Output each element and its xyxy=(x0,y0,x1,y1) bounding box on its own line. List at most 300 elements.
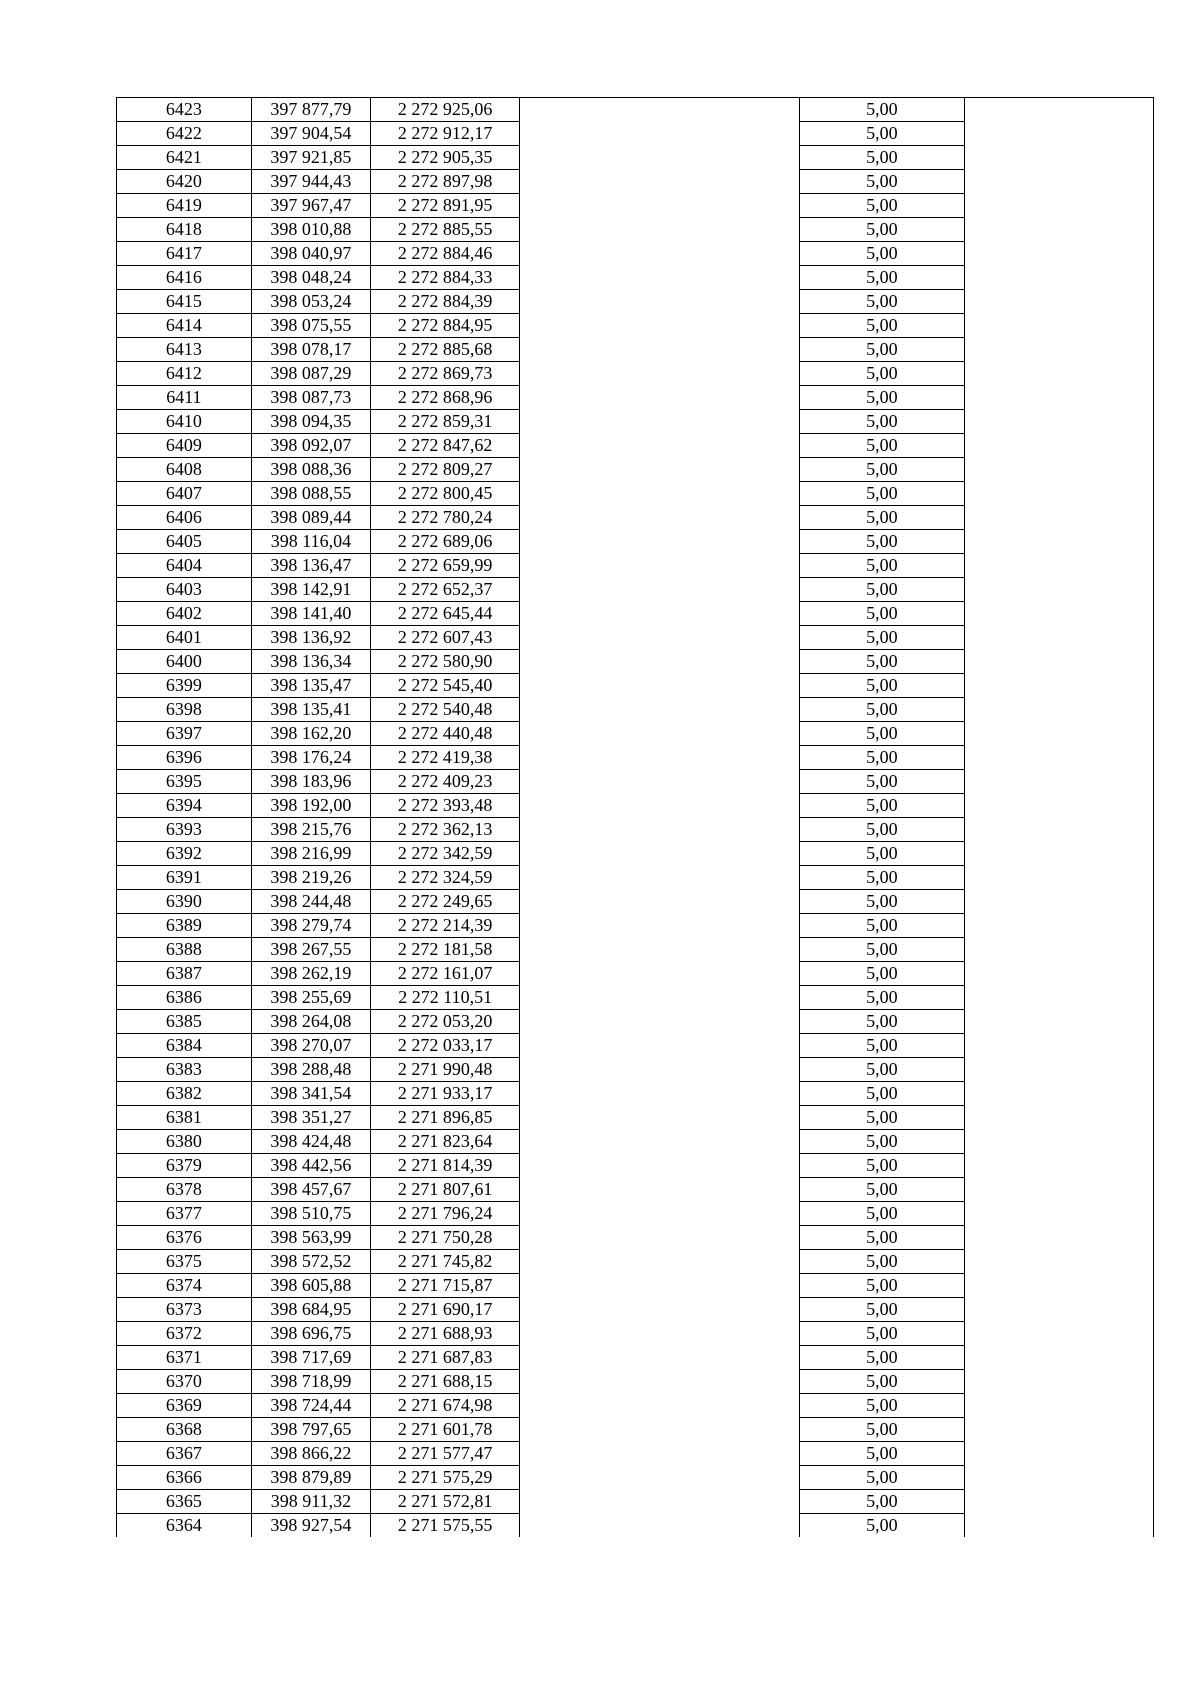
value-cell: 5,00 xyxy=(800,122,965,146)
value-cell: 5,00 xyxy=(800,1202,965,1226)
table-row xyxy=(117,1298,1154,1322)
empty-cell xyxy=(520,578,800,602)
value-cell: 5,00 xyxy=(800,1394,965,1418)
empty-cell xyxy=(964,794,1153,818)
table-row xyxy=(117,794,1154,818)
empty-cell xyxy=(520,1130,800,1154)
value-cell: 5,00 xyxy=(800,722,965,746)
empty-cell xyxy=(520,482,800,506)
empty-cell xyxy=(964,1010,1153,1034)
empty-cell xyxy=(964,1154,1153,1178)
x-coordinate-cell: 398 053,24 xyxy=(251,290,370,314)
y-coordinate-cell: 2 271 575,55 xyxy=(371,1514,520,1538)
empty-cell xyxy=(964,1466,1153,1490)
y-coordinate-cell: 2 272 324,59 xyxy=(371,866,520,890)
y-coordinate-cell: 2 272 110,51 xyxy=(371,986,520,1010)
x-coordinate-cell: 398 605,88 xyxy=(251,1274,370,1298)
empty-cell xyxy=(520,1514,800,1538)
table-row xyxy=(117,530,1154,554)
empty-cell xyxy=(520,914,800,938)
table-row xyxy=(117,266,1154,290)
x-coordinate-cell: 398 075,55 xyxy=(251,314,370,338)
table-row xyxy=(117,194,1154,218)
y-coordinate-cell: 2 271 688,93 xyxy=(371,1322,520,1346)
value-cell: 5,00 xyxy=(800,1274,965,1298)
point-number-cell: 6393 xyxy=(117,818,252,842)
value-cell: 5,00 xyxy=(800,290,965,314)
table-row xyxy=(117,1154,1154,1178)
empty-cell xyxy=(520,938,800,962)
y-coordinate-cell: 2 272 181,58 xyxy=(371,938,520,962)
empty-cell xyxy=(964,1034,1153,1058)
empty-cell xyxy=(520,1178,800,1202)
empty-cell xyxy=(520,1202,800,1226)
y-coordinate-cell: 2 272 884,46 xyxy=(371,242,520,266)
value-cell: 5,00 xyxy=(800,986,965,1010)
empty-cell xyxy=(520,1226,800,1250)
table-row xyxy=(117,314,1154,338)
table-row xyxy=(117,986,1154,1010)
point-number-cell: 6380 xyxy=(117,1130,252,1154)
empty-cell xyxy=(964,410,1153,434)
table-row xyxy=(117,866,1154,890)
y-coordinate-cell: 2 271 577,47 xyxy=(371,1442,520,1466)
table-row xyxy=(117,1178,1154,1202)
value-cell: 5,00 xyxy=(800,914,965,938)
y-coordinate-cell: 2 272 884,33 xyxy=(371,266,520,290)
point-number-cell: 6389 xyxy=(117,914,252,938)
point-number-cell: 6404 xyxy=(117,554,252,578)
table-row xyxy=(117,554,1154,578)
x-coordinate-cell: 398 442,56 xyxy=(251,1154,370,1178)
point-number-cell: 6375 xyxy=(117,1250,252,1274)
empty-cell xyxy=(964,674,1153,698)
x-coordinate-cell: 397 944,43 xyxy=(251,170,370,194)
empty-cell xyxy=(964,842,1153,866)
empty-cell xyxy=(964,98,1153,122)
x-coordinate-cell: 398 572,52 xyxy=(251,1250,370,1274)
empty-cell xyxy=(520,746,800,770)
table-body xyxy=(117,98,1154,1538)
point-number-cell: 6376 xyxy=(117,1226,252,1250)
x-coordinate-cell: 398 010,88 xyxy=(251,218,370,242)
point-number-cell: 6422 xyxy=(117,122,252,146)
table-row xyxy=(117,98,1154,122)
point-number-cell: 6420 xyxy=(117,170,252,194)
x-coordinate-cell: 398 088,36 xyxy=(251,458,370,482)
value-cell: 5,00 xyxy=(800,458,965,482)
table-row xyxy=(117,1394,1154,1418)
y-coordinate-cell: 2 271 688,15 xyxy=(371,1370,520,1394)
empty-cell xyxy=(964,1130,1153,1154)
x-coordinate-cell: 398 162,20 xyxy=(251,722,370,746)
y-coordinate-cell: 2 272 580,90 xyxy=(371,650,520,674)
empty-cell xyxy=(520,890,800,914)
table-row xyxy=(117,1082,1154,1106)
table-row xyxy=(117,962,1154,986)
empty-cell xyxy=(520,1394,800,1418)
value-cell: 5,00 xyxy=(800,98,965,122)
empty-cell xyxy=(520,194,800,218)
value-cell: 5,00 xyxy=(800,1226,965,1250)
x-coordinate-cell: 398 136,34 xyxy=(251,650,370,674)
y-coordinate-cell: 2 272 161,07 xyxy=(371,962,520,986)
point-number-cell: 6399 xyxy=(117,674,252,698)
empty-cell xyxy=(964,914,1153,938)
value-cell: 5,00 xyxy=(800,530,965,554)
x-coordinate-cell: 398 264,08 xyxy=(251,1010,370,1034)
empty-cell xyxy=(520,1490,800,1514)
empty-cell xyxy=(964,1250,1153,1274)
x-coordinate-cell: 398 424,48 xyxy=(251,1130,370,1154)
point-number-cell: 6401 xyxy=(117,626,252,650)
value-cell: 5,00 xyxy=(800,578,965,602)
empty-cell xyxy=(520,410,800,434)
table-row xyxy=(117,434,1154,458)
empty-cell xyxy=(520,1346,800,1370)
point-number-cell: 6410 xyxy=(117,410,252,434)
empty-cell xyxy=(964,458,1153,482)
empty-cell xyxy=(964,482,1153,506)
table-row xyxy=(117,1106,1154,1130)
value-cell: 5,00 xyxy=(800,1466,965,1490)
point-number-cell: 6413 xyxy=(117,338,252,362)
value-cell: 5,00 xyxy=(800,1298,965,1322)
y-coordinate-cell: 2 271 896,85 xyxy=(371,1106,520,1130)
x-coordinate-cell: 398 684,95 xyxy=(251,1298,370,1322)
empty-cell xyxy=(520,1274,800,1298)
table-row xyxy=(117,818,1154,842)
empty-cell xyxy=(520,1106,800,1130)
x-coordinate-cell: 398 116,04 xyxy=(251,530,370,554)
point-number-cell: 6382 xyxy=(117,1082,252,1106)
y-coordinate-cell: 2 272 859,31 xyxy=(371,410,520,434)
y-coordinate-cell: 2 272 912,17 xyxy=(371,122,520,146)
empty-cell xyxy=(520,386,800,410)
value-cell: 5,00 xyxy=(800,170,965,194)
table-row xyxy=(117,482,1154,506)
table-row xyxy=(117,1466,1154,1490)
point-number-cell: 6421 xyxy=(117,146,252,170)
empty-cell xyxy=(964,1082,1153,1106)
empty-cell xyxy=(520,794,800,818)
point-number-cell: 6368 xyxy=(117,1418,252,1442)
point-number-cell: 6369 xyxy=(117,1394,252,1418)
empty-cell xyxy=(520,1466,800,1490)
point-number-cell: 6416 xyxy=(117,266,252,290)
table-row xyxy=(117,698,1154,722)
empty-cell xyxy=(964,1298,1153,1322)
y-coordinate-cell: 2 271 807,61 xyxy=(371,1178,520,1202)
point-number-cell: 6385 xyxy=(117,1010,252,1034)
empty-cell xyxy=(964,1274,1153,1298)
table-row xyxy=(117,146,1154,170)
value-cell: 5,00 xyxy=(800,506,965,530)
x-coordinate-cell: 397 921,85 xyxy=(251,146,370,170)
value-cell: 5,00 xyxy=(800,338,965,362)
empty-cell xyxy=(520,506,800,530)
empty-cell xyxy=(964,218,1153,242)
value-cell: 5,00 xyxy=(800,242,965,266)
table-row xyxy=(117,842,1154,866)
y-coordinate-cell: 2 272 897,98 xyxy=(371,170,520,194)
empty-cell xyxy=(964,338,1153,362)
x-coordinate-cell: 398 040,97 xyxy=(251,242,370,266)
empty-cell xyxy=(520,1010,800,1034)
table-row xyxy=(117,218,1154,242)
point-number-cell: 6406 xyxy=(117,506,252,530)
table-row xyxy=(117,338,1154,362)
x-coordinate-cell: 398 457,67 xyxy=(251,1178,370,1202)
point-number-cell: 6378 xyxy=(117,1178,252,1202)
value-cell: 5,00 xyxy=(800,314,965,338)
y-coordinate-cell: 2 271 933,17 xyxy=(371,1082,520,1106)
value-cell: 5,00 xyxy=(800,362,965,386)
empty-cell xyxy=(520,170,800,194)
table-row xyxy=(117,1346,1154,1370)
empty-cell xyxy=(520,530,800,554)
y-coordinate-cell: 2 272 393,48 xyxy=(371,794,520,818)
y-coordinate-cell: 2 271 575,29 xyxy=(371,1466,520,1490)
table-row xyxy=(117,890,1154,914)
value-cell: 5,00 xyxy=(800,1034,965,1058)
point-number-cell: 6405 xyxy=(117,530,252,554)
y-coordinate-cell: 2 272 249,65 xyxy=(371,890,520,914)
point-number-cell: 6370 xyxy=(117,1370,252,1394)
y-coordinate-cell: 2 272 780,24 xyxy=(371,506,520,530)
point-number-cell: 6400 xyxy=(117,650,252,674)
coordinates-table xyxy=(116,97,1154,1537)
empty-cell xyxy=(520,458,800,482)
value-cell: 5,00 xyxy=(800,1370,965,1394)
empty-cell xyxy=(964,1106,1153,1130)
point-number-cell: 6418 xyxy=(117,218,252,242)
x-coordinate-cell: 398 136,92 xyxy=(251,626,370,650)
value-cell: 5,00 xyxy=(800,1250,965,1274)
point-number-cell: 6373 xyxy=(117,1298,252,1322)
y-coordinate-cell: 2 271 745,82 xyxy=(371,1250,520,1274)
x-coordinate-cell: 398 135,47 xyxy=(251,674,370,698)
point-number-cell: 6371 xyxy=(117,1346,252,1370)
empty-cell xyxy=(520,818,800,842)
table-row xyxy=(117,770,1154,794)
x-coordinate-cell: 398 087,73 xyxy=(251,386,370,410)
empty-cell xyxy=(964,1202,1153,1226)
empty-cell xyxy=(964,770,1153,794)
x-coordinate-cell: 398 911,32 xyxy=(251,1490,370,1514)
value-cell: 5,00 xyxy=(800,1178,965,1202)
x-coordinate-cell: 398 216,99 xyxy=(251,842,370,866)
value-cell: 5,00 xyxy=(800,962,965,986)
value-cell: 5,00 xyxy=(800,626,965,650)
y-coordinate-cell: 2 272 809,27 xyxy=(371,458,520,482)
point-number-cell: 6395 xyxy=(117,770,252,794)
empty-cell xyxy=(964,506,1153,530)
point-number-cell: 6384 xyxy=(117,1034,252,1058)
x-coordinate-cell: 398 092,07 xyxy=(251,434,370,458)
empty-cell xyxy=(964,266,1153,290)
x-coordinate-cell: 398 696,75 xyxy=(251,1322,370,1346)
empty-cell xyxy=(964,1418,1153,1442)
empty-cell xyxy=(964,194,1153,218)
table-row xyxy=(117,1418,1154,1442)
value-cell: 5,00 xyxy=(800,1322,965,1346)
y-coordinate-cell: 2 272 659,99 xyxy=(371,554,520,578)
x-coordinate-cell: 398 255,69 xyxy=(251,986,370,1010)
empty-cell xyxy=(520,338,800,362)
y-coordinate-cell: 2 272 800,45 xyxy=(371,482,520,506)
empty-cell xyxy=(964,818,1153,842)
value-cell: 5,00 xyxy=(800,842,965,866)
y-coordinate-cell: 2 271 674,98 xyxy=(371,1394,520,1418)
point-number-cell: 6377 xyxy=(117,1202,252,1226)
empty-cell xyxy=(520,362,800,386)
table-row xyxy=(117,1370,1154,1394)
value-cell: 5,00 xyxy=(800,1154,965,1178)
empty-cell xyxy=(964,170,1153,194)
value-cell: 5,00 xyxy=(800,890,965,914)
table-row xyxy=(117,386,1154,410)
x-coordinate-cell: 397 904,54 xyxy=(251,122,370,146)
value-cell: 5,00 xyxy=(800,410,965,434)
table-row xyxy=(117,410,1154,434)
empty-cell xyxy=(964,1346,1153,1370)
y-coordinate-cell: 2 272 033,17 xyxy=(371,1034,520,1058)
point-number-cell: 6391 xyxy=(117,866,252,890)
x-coordinate-cell: 398 078,17 xyxy=(251,338,370,362)
table-row xyxy=(117,1010,1154,1034)
table-row xyxy=(117,242,1154,266)
x-coordinate-cell: 398 797,65 xyxy=(251,1418,370,1442)
value-cell: 5,00 xyxy=(800,818,965,842)
x-coordinate-cell: 398 089,44 xyxy=(251,506,370,530)
table-row xyxy=(117,506,1154,530)
y-coordinate-cell: 2 272 925,06 xyxy=(371,98,520,122)
value-cell: 5,00 xyxy=(800,794,965,818)
table-row xyxy=(117,1130,1154,1154)
empty-cell xyxy=(964,554,1153,578)
table-row xyxy=(117,1490,1154,1514)
empty-cell xyxy=(520,866,800,890)
table-row xyxy=(117,722,1154,746)
x-coordinate-cell: 398 724,44 xyxy=(251,1394,370,1418)
x-coordinate-cell: 398 510,75 xyxy=(251,1202,370,1226)
table-row xyxy=(117,362,1154,386)
point-number-cell: 6423 xyxy=(117,98,252,122)
empty-cell xyxy=(964,962,1153,986)
empty-cell xyxy=(964,1394,1153,1418)
y-coordinate-cell: 2 272 053,20 xyxy=(371,1010,520,1034)
table-row xyxy=(117,122,1154,146)
empty-cell xyxy=(964,242,1153,266)
point-number-cell: 6411 xyxy=(117,386,252,410)
y-coordinate-cell: 2 271 796,24 xyxy=(371,1202,520,1226)
y-coordinate-cell: 2 271 715,87 xyxy=(371,1274,520,1298)
empty-cell xyxy=(520,1418,800,1442)
y-coordinate-cell: 2 272 847,62 xyxy=(371,434,520,458)
point-number-cell: 6397 xyxy=(117,722,252,746)
empty-cell xyxy=(964,290,1153,314)
point-number-cell: 6372 xyxy=(117,1322,252,1346)
empty-cell xyxy=(520,602,800,626)
y-coordinate-cell: 2 271 750,28 xyxy=(371,1226,520,1250)
x-coordinate-cell: 398 094,35 xyxy=(251,410,370,434)
point-number-cell: 6403 xyxy=(117,578,252,602)
empty-cell xyxy=(520,842,800,866)
empty-cell xyxy=(964,1370,1153,1394)
value-cell: 5,00 xyxy=(800,866,965,890)
x-coordinate-cell: 398 718,99 xyxy=(251,1370,370,1394)
point-number-cell: 6365 xyxy=(117,1490,252,1514)
table-row xyxy=(117,1034,1154,1058)
x-coordinate-cell: 398 717,69 xyxy=(251,1346,370,1370)
value-cell: 5,00 xyxy=(800,1418,965,1442)
y-coordinate-cell: 2 272 214,39 xyxy=(371,914,520,938)
empty-cell xyxy=(964,434,1153,458)
point-number-cell: 6387 xyxy=(117,962,252,986)
y-coordinate-cell: 2 272 545,40 xyxy=(371,674,520,698)
x-coordinate-cell: 398 192,00 xyxy=(251,794,370,818)
empty-cell xyxy=(964,1322,1153,1346)
empty-cell xyxy=(520,554,800,578)
empty-cell xyxy=(520,1082,800,1106)
empty-cell xyxy=(520,1034,800,1058)
value-cell: 5,00 xyxy=(800,194,965,218)
y-coordinate-cell: 2 271 601,78 xyxy=(371,1418,520,1442)
y-coordinate-cell: 2 272 419,38 xyxy=(371,746,520,770)
empty-cell xyxy=(964,1490,1153,1514)
point-number-cell: 6381 xyxy=(117,1106,252,1130)
empty-cell xyxy=(520,770,800,794)
table-row xyxy=(117,290,1154,314)
value-cell: 5,00 xyxy=(800,1442,965,1466)
table-row xyxy=(117,1514,1154,1538)
point-number-cell: 6409 xyxy=(117,434,252,458)
x-coordinate-cell: 398 341,54 xyxy=(251,1082,370,1106)
empty-cell xyxy=(964,1178,1153,1202)
value-cell: 5,00 xyxy=(800,1010,965,1034)
x-coordinate-cell: 398 563,99 xyxy=(251,1226,370,1250)
table-row xyxy=(117,746,1154,770)
point-number-cell: 6394 xyxy=(117,794,252,818)
point-number-cell: 6383 xyxy=(117,1058,252,1082)
x-coordinate-cell: 397 877,79 xyxy=(251,98,370,122)
value-cell: 5,00 xyxy=(800,674,965,698)
empty-cell xyxy=(520,122,800,146)
table-row xyxy=(117,1274,1154,1298)
x-coordinate-cell: 398 219,26 xyxy=(251,866,370,890)
value-cell: 5,00 xyxy=(800,434,965,458)
y-coordinate-cell: 2 271 823,64 xyxy=(371,1130,520,1154)
y-coordinate-cell: 2 272 540,48 xyxy=(371,698,520,722)
y-coordinate-cell: 2 271 990,48 xyxy=(371,1058,520,1082)
empty-cell xyxy=(964,362,1153,386)
value-cell: 5,00 xyxy=(800,1106,965,1130)
y-coordinate-cell: 2 272 652,37 xyxy=(371,578,520,602)
x-coordinate-cell: 398 244,48 xyxy=(251,890,370,914)
point-number-cell: 6415 xyxy=(117,290,252,314)
value-cell: 5,00 xyxy=(800,1346,965,1370)
value-cell: 5,00 xyxy=(800,554,965,578)
x-coordinate-cell: 398 288,48 xyxy=(251,1058,370,1082)
empty-cell xyxy=(964,890,1153,914)
value-cell: 5,00 xyxy=(800,746,965,770)
x-coordinate-cell: 398 879,89 xyxy=(251,1466,370,1490)
x-coordinate-cell: 397 967,47 xyxy=(251,194,370,218)
table-row xyxy=(117,1250,1154,1274)
empty-cell xyxy=(520,266,800,290)
point-number-cell: 6386 xyxy=(117,986,252,1010)
